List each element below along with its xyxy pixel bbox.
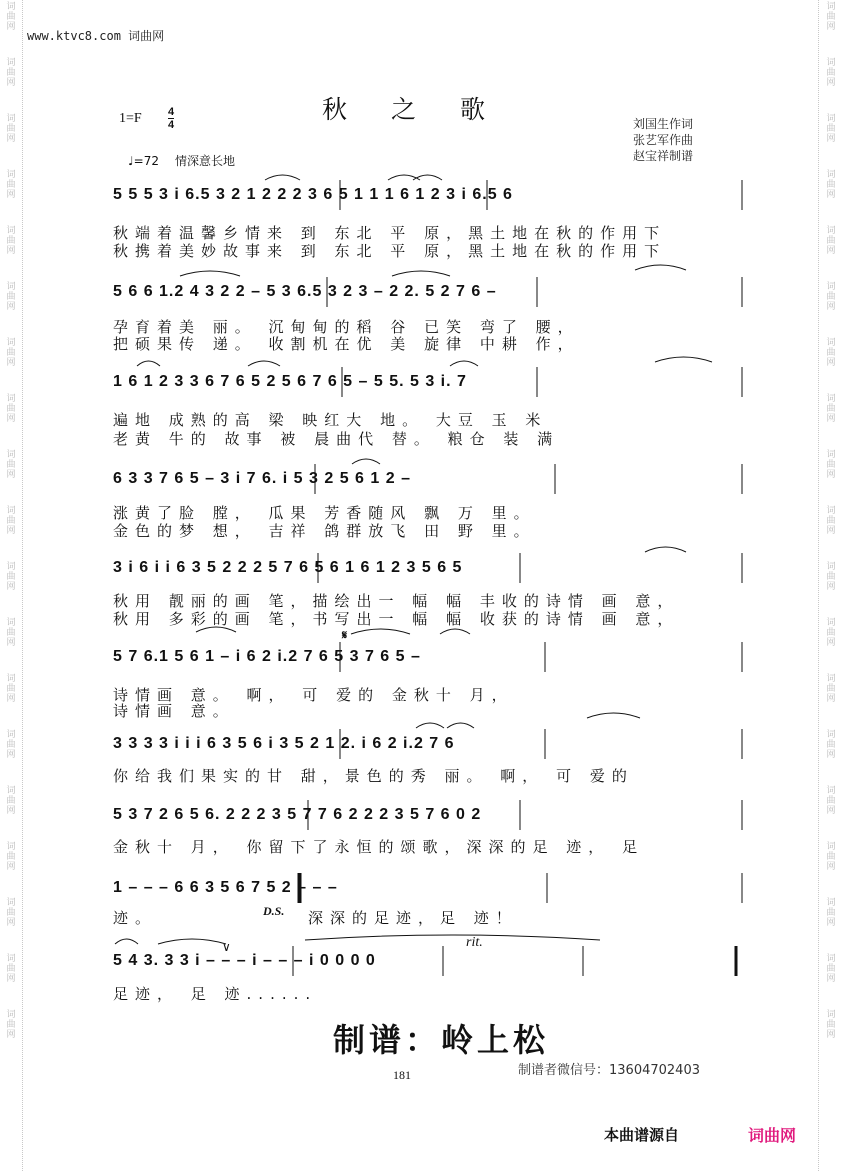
notation-row-1: 5 5 5 3 i 6.5 3 2 1 2 2 2 3 6 5 1 1 1 6 1 2 3 i 6.5 6 bbox=[113, 186, 513, 203]
time-signature: 4 4 bbox=[168, 106, 175, 131]
lyric-row-5-verse-1: 秋用 靓丽的画 笔，描绘出一 幅 幅 丰收的诗情 画 意， bbox=[113, 592, 680, 610]
tempo-value: ♩=72 bbox=[128, 154, 159, 168]
key-signature: 1=F bbox=[119, 111, 142, 126]
lyric-row-4-verse-2: 金色的梦 想， 吉祥 鸽群放飞 田 野 里。 bbox=[113, 522, 536, 540]
lyric-row-8: 金秋十 月， 你留下了永恒的颂歌，深深的足 迹， 足 bbox=[113, 838, 645, 856]
notation-row-10: 5 4 3. 3 3 i – – – i – – – i 0 0 0 0 bbox=[113, 952, 376, 969]
lyric-row-9-part-1: 迹。 bbox=[113, 909, 158, 927]
slur bbox=[447, 723, 474, 728]
watermark-glyph: 词 曲 网 bbox=[6, 898, 16, 928]
lyric-row-6-verse-2: 诗情画 意。 bbox=[113, 702, 235, 720]
lyric-row-2-verse-1: 孕育着美 丽。 沉甸甸的稻 谷 已笑 弯了 腰， bbox=[113, 318, 580, 336]
site-url[interactable]: www.ktvc8.com 词曲网 bbox=[27, 29, 165, 43]
watermark-glyph: 词 曲 网 bbox=[6, 170, 16, 200]
lyric-row-3-verse-2: 老黄 牛的 故事 被 晨曲代 替。 粮仓 装 满 bbox=[113, 430, 560, 448]
watermark-glyph: 词 曲 网 bbox=[826, 170, 836, 200]
ds-marking: D.S. bbox=[263, 904, 285, 918]
watermark-glyph: 词 曲 网 bbox=[6, 2, 16, 32]
lyric-row-1-verse-1: 秋端着温馨乡情来 到 东北 平 原，黑土地在秋的作用下 bbox=[113, 224, 667, 242]
breath-mark: ∨ bbox=[222, 940, 231, 954]
notation-row-2: 5 6 6 1.2 4 3 2 2 – 5 3 6.5 3 2 3 – 2 2. 5 2 7 6 – bbox=[113, 283, 497, 300]
lyric-row-5-verse-2: 秋用 多彩的画 笔，书写出一 幅 幅 收获的诗情 画 意， bbox=[113, 610, 680, 628]
song-title: 秋之歌 bbox=[322, 95, 530, 124]
expression-text: 情深意长地 bbox=[174, 154, 235, 168]
slur bbox=[351, 629, 410, 634]
source-label: 本曲谱源自 bbox=[604, 1126, 680, 1144]
lyric-row-7: 你给我们果实的甘 甜，景色的秀 丽。 啊， 可 爱的 bbox=[113, 767, 634, 785]
watermark-glyph: 词 曲 网 bbox=[6, 842, 16, 872]
watermark-glyph: 词 曲 网 bbox=[826, 282, 836, 312]
arranger-signature: 制谱：岭上松 bbox=[333, 1021, 550, 1059]
watermark-glyph: 词 曲 网 bbox=[6, 58, 16, 88]
watermark-glyph: 词 曲 网 bbox=[6, 338, 16, 368]
slur bbox=[352, 459, 380, 464]
notation-row-8: 5 3 7 2 6 5 6. 2 2 2 3 5 7 7 6 2 2 2 3 5 7 6 0 2 bbox=[113, 806, 482, 823]
watermark-glyph: 词 曲 网 bbox=[826, 450, 836, 480]
watermark-glyph: 词 曲 网 bbox=[826, 730, 836, 760]
ritardando-marking: rit. bbox=[466, 935, 483, 950]
watermark-glyph: 词 曲 网 bbox=[6, 730, 16, 760]
slur bbox=[440, 629, 470, 634]
lyric-row-6-verse-1: 诗情画 意。 啊， 可 爱的 金秋十 月， bbox=[113, 686, 514, 704]
wechat-contact: 制谱者微信号：13604702403 bbox=[518, 1063, 700, 1078]
watermark-glyph: 词 曲 网 bbox=[6, 394, 16, 424]
lyric-row-1-verse-2: 秋携着美妙故事来 到 东北 平 原，黑土地在秋的作用下 bbox=[113, 242, 667, 260]
watermark-glyph: 词 曲 网 bbox=[6, 786, 16, 816]
notation-row-9: 1 – – – 6 6 3 5 6 7 5 2 – – – bbox=[113, 879, 338, 896]
slur bbox=[305, 935, 600, 940]
slur bbox=[115, 939, 138, 944]
composer: 张艺军作曲 bbox=[633, 133, 694, 147]
lyric-row-3-verse-1: 遍地 成熟的高 梁 映红大 地。 大豆 玉 米 bbox=[113, 411, 548, 429]
page-number: 181 bbox=[393, 1068, 411, 1082]
watermark-glyph: 词 曲 网 bbox=[826, 506, 836, 536]
slur bbox=[137, 361, 160, 366]
watermark-glyph: 词 曲 网 bbox=[826, 58, 836, 88]
segno-sign: 𝄋 bbox=[342, 628, 348, 642]
watermark-glyph: 词 曲 网 bbox=[6, 282, 16, 312]
watermark-glyph: 词 曲 网 bbox=[826, 338, 836, 368]
watermark-glyph: 词 曲 网 bbox=[826, 2, 836, 32]
slur bbox=[180, 271, 240, 276]
watermark-glyph: 词 曲 网 bbox=[6, 1010, 16, 1040]
slur bbox=[655, 357, 712, 362]
watermark-glyph: 词 曲 网 bbox=[826, 114, 836, 144]
watermark-glyph: 词 曲 网 bbox=[826, 562, 836, 592]
notation-row-3: 1 6 1 2 3 3 6 7 6 5 2 5 6 7 6 5 – 5 5. 5 3 i. 7 bbox=[113, 373, 467, 390]
notation-row-5: 3 i 6 i i 6 3 5 2 2 2 5 7 6 5 6 1 6 1 2 3 5 6 5 bbox=[113, 559, 463, 576]
watermark-glyph: 词 曲 网 bbox=[826, 618, 836, 648]
slur bbox=[158, 939, 226, 944]
watermark-glyph: 词 曲 网 bbox=[826, 394, 836, 424]
watermark-glyph: 词 曲 网 bbox=[826, 226, 836, 256]
lyric-row-4-verse-1: 涨黄了脸 膛， 瓜果 芳香随风 飘 万 里。 bbox=[113, 504, 536, 522]
lyric-row-2-verse-2: 把硕果传 递。 收割机在优 美 旋律 中耕 作， bbox=[113, 335, 580, 353]
slur bbox=[450, 361, 478, 366]
slur bbox=[645, 547, 686, 552]
notation-row-6: 5 7 6.1 5 6 1 – i 6 2 i.2 7 6 5 3 7 6 5 – bbox=[113, 648, 421, 665]
lyric-row-10: 足迹， 足 迹...... bbox=[113, 985, 318, 1003]
watermark-glyph: 词 曲 网 bbox=[6, 674, 16, 704]
slur bbox=[392, 271, 450, 276]
lyric-row-9-part-2: 深深的足迹，足 迹！ bbox=[308, 909, 518, 927]
watermark-glyph: 词 曲 网 bbox=[6, 114, 16, 144]
slur bbox=[196, 627, 236, 632]
slur bbox=[416, 723, 444, 728]
slur bbox=[248, 361, 280, 366]
slur bbox=[265, 175, 300, 180]
watermark-glyph: 词 曲 网 bbox=[826, 898, 836, 928]
source-brand-link[interactable]: 词曲网 bbox=[748, 1126, 797, 1145]
watermark-glyph: 词 曲 网 bbox=[6, 562, 16, 592]
watermark-glyph: 词 曲 网 bbox=[826, 1010, 836, 1040]
slur bbox=[413, 175, 442, 180]
notation-row-4: 6 3 3 7 6 5 – 3 i 7 6. i 5 3 2 5 6 1 2 – bbox=[113, 470, 411, 487]
watermark-glyph: 词 曲 网 bbox=[6, 450, 16, 480]
lyricist: 刘国生作词 bbox=[633, 117, 694, 131]
slur bbox=[388, 175, 420, 180]
arranger: 赵宝祥制谱 bbox=[633, 149, 694, 163]
watermark-glyph: 词 曲 网 bbox=[6, 506, 16, 536]
watermark-glyph: 词 曲 网 bbox=[6, 618, 16, 648]
slur bbox=[635, 265, 686, 270]
watermark-glyph: 词 曲 网 bbox=[826, 786, 836, 816]
watermark-glyph: 词 曲 网 bbox=[826, 954, 836, 984]
slur bbox=[587, 713, 640, 718]
watermark-glyph: 词 曲 网 bbox=[6, 226, 16, 256]
notation-row-7: 3 3 3 3 i i i 6 3 5 6 i 3 5 2 1 2. i 6 2 i.2 7 6 bbox=[113, 735, 455, 752]
watermark-glyph: 词 曲 网 bbox=[826, 674, 836, 704]
watermark-glyph: 词 曲 网 bbox=[6, 954, 16, 984]
watermark-glyph: 词 曲 网 bbox=[826, 842, 836, 872]
